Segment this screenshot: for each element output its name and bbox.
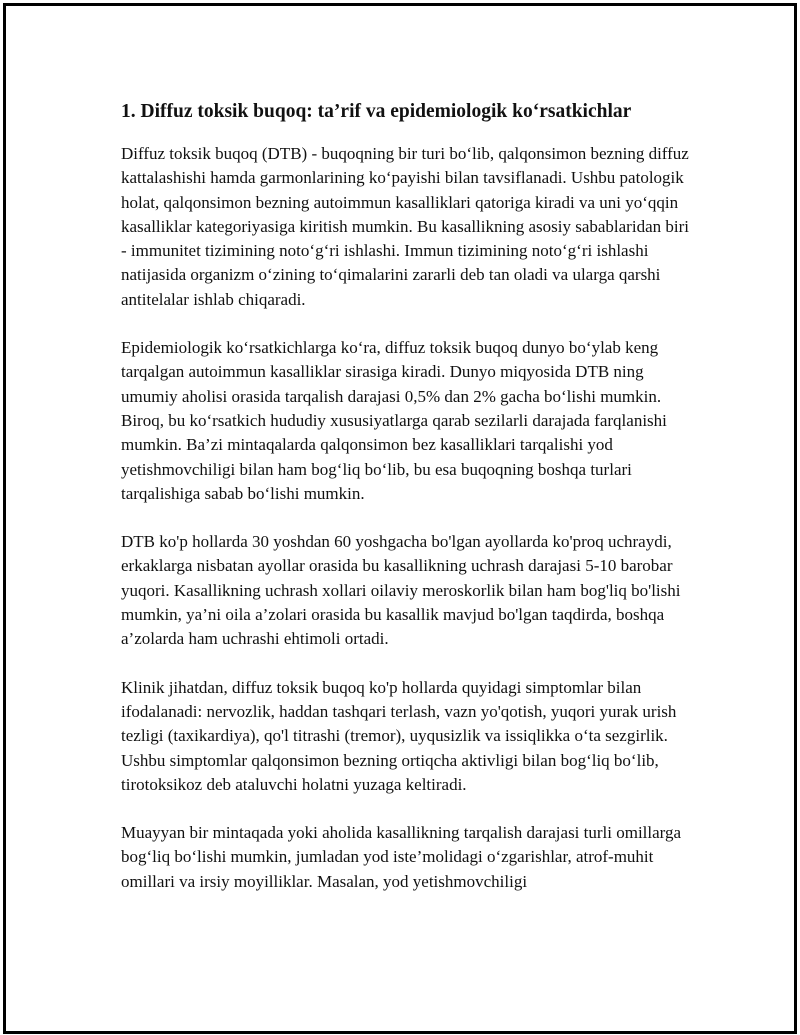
paragraph-demographics: DTB ko'p hollarda 30 yoshdan 60 yoshgacha bo'lgan ayollarda ko'proq uchraydi, erkaklarga nisbatan ayollar orasida bu kasallikning uchrash darajasi 5-10 barobar yuqori. Kasallikning uchrash xollari oilaviy meroskorlik bilan ham bog'liq bo'lishi mumkin, ya’ni oila a’zolari orasida bu kasallik mavjud bo'lgan taqdirda, boshqa a’zolarda ham uchrashi ehtimoli ortadi. <box>121 532 681 649</box>
paragraph-definition: Diffuz toksik buqoq (DTB) - buqoqning bir turi bo‘lib, qalqonsimon bezning diffuz kattalashishi hamda garmonlarining ko‘payishi bilan tavsiflanadi. Ushbu patologik holat, qalqonsimon bezning autoimmun kasalliklari qatoriga kiradi va uni yo‘qqin kasalliklar kategoriyasiga kiritish mumkin. Bu kasallikning asosiy sabablaridan biri - immunitet tizimining noto‘g‘ri ishlashi. Immun tizimining noto‘g‘ri ishlashi natijasida organizm o‘zining to‘qimalarini zararli deb tan oladi va ularga qarshi antitelalar ishlab chiqaradi. <box>121 144 689 309</box>
section-heading: 1. Diffuz toksik buqoq: ta’rif va epidemiologik ko‘rsatkichlar <box>121 101 632 122</box>
document-page <box>3 3 797 1034</box>
paragraph-symptoms: Klinik jihatdan, diffuz toksik buqoq ko'p hollarda quyidagi simptomlar bilan ifodalanadi: nervozlik, haddan tashqari terlash, vazn yo'qotish, yuqori yurak urish tezligi (taxikardiya), qo'l titrashi (tremor), uyqusizlik va issiqlikka o‘ta sezgirlik. Ushbu simptomlar qalqonsimon bezning ortiqcha aktivligi bilan bog‘liq bo‘lib, tirotoksikoz deb ataluvchi holatni yuzaga keltiradi. <box>121 677 677 794</box>
document-body <box>121 98 696 918</box>
paragraph-regional-factors: Muayyan bir mintaqada yoki aholida kasallikning tarqalish darajasi turli omillarga bog‘liq bo‘lishi mumkin, jumladan yod iste’molidagi o‘zgarishlar, atrof-muhit omillari va irsiy moyilliklar. Masalan, yod yetishmovchiligi <box>121 823 682 891</box>
paragraph-epidemiology: Epidemiologik ko‘rsatkichlarga ko‘ra, diffuz toksik buqoq dunyo bo‘ylab keng tarqalgan autoimmun kasalliklar sirasiga kiradi. Dunyo miqyosida DTB ning umumiy aholisi orasida tarqalish darajasi 0,5% dan 2% gacha bo‘lishi mumkin. Biroq, bu ko‘rsatkich hududiy xususiyatlarga qarab sezilarli darajada farqlanishi mumkin. Ba’zi mintaqalarda qalqonsimon bez kasalliklari tarqalishi yod yetishmovchiligi bilan ham bog‘liq bo‘lib, bu esa buqoqning boshqa turlari tarqalishiga sabab bo‘lishi mumkin. <box>121 338 667 503</box>
